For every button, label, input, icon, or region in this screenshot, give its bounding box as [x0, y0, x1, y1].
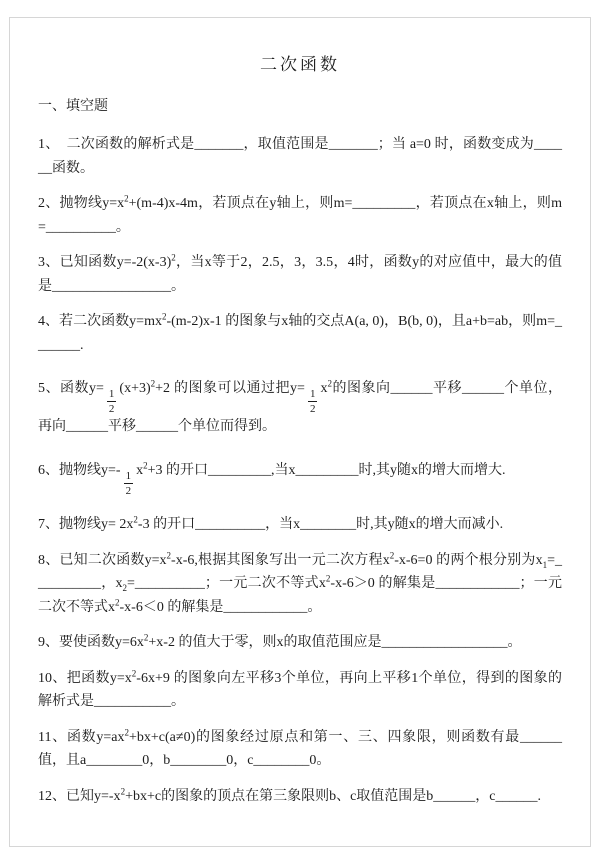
- problem-11: 11、函数$y=ax^2+bx+c(a\ne 0)$的图象经过原点和第一、三、四象限，则函数有最______值，且a________0，b________0，c________0。: [38, 727, 562, 769]
- problem-8: 8、已知二次函数$y=x^2-x-6$,根据其图象写出一元二次方程$x^2-x-6=0$ 的两个根分别为$x_1=\_\_\_\_\_\_\_\_\_\_$，$x_2=\_\_\_\_\_\_\_\_\_\_$；一元二次不等式$x^2-x-6>0$ 的解集是____________；一元二次不等式$x^2-x-6<0$ 的解集是____________。: [38, 550, 563, 615]
- problem-5: 5、函数y= $\frac{1}{2}$ $(x+3)^2+2$ 的图象可以通过把y= $\frac{1}{2}$ $x^2$的图象向______平移______个单位，再向______平移______个单位而得到。: [38, 378, 562, 435]
- superscript: 2: [124, 193, 129, 204]
- problem-6: 6、抛物线y=- $\frac{1}{2}$ $x^2+3$ 的开口_________,当x_________时,其y随x的增大而增大.: [38, 460, 506, 497]
- superscript: 2: [143, 460, 148, 471]
- fraction: [107, 388, 117, 415]
- problem-3: 3、已知函数$y=-2(x-3)^2$，当x等于2，2.5，3，3.5，4时，函数y的对应值中，最大的值是_________________。: [38, 252, 562, 294]
- superscript: 2: [327, 378, 332, 389]
- superscript: 2: [171, 252, 176, 263]
- problem-12: 12、已知$y=-x^2+bx+c$的图象的顶点在第三象限则b、c取值范围是b______，c______.: [38, 786, 541, 804]
- superscript: 2: [115, 597, 120, 608]
- fraction: [124, 470, 134, 497]
- problem-1: 1、 二次函数的解析式是_______，取值范围是_______；当 a=0 时，函数变成为______函数。: [38, 137, 562, 176]
- fraction: [308, 388, 318, 415]
- superscript: 2: [166, 550, 172, 561]
- problem-10: 10、把函数$y=x^2-6x+9$ 的图象向左平移3个单位，再向上平移1个单位，得到的图象的解析式是___________。: [38, 668, 562, 710]
- fraction-denominator: 2: [309, 402, 316, 415]
- superscript: 2: [150, 378, 156, 389]
- subscript: 2: [122, 583, 128, 594]
- fraction-numerator: 1: [125, 469, 132, 482]
- superscript: 2: [161, 311, 167, 322]
- fraction-numerator: 1: [108, 388, 115, 401]
- problem-9: 9、要使函数$y=6x^2+x-2$ 的值大于零，则x的取值范围应是__________________。: [38, 632, 522, 651]
- problem-2: 2、抛物线$y=x^2+(m-4)x-4m$，若顶点在y轴上，则m=_________，若顶点在x轴上，则m=__________。: [38, 193, 562, 235]
- problem-4: 4、若二次函数$y=mx^2-(m-2)x-1$ 的图象与x轴的交点A(a, 0)，B(b, 0)，且a+b=ab，则m=_______.: [38, 311, 562, 353]
- superscript: 2: [143, 632, 149, 643]
- superscript: 2: [124, 727, 130, 738]
- superscript: 2: [131, 668, 137, 679]
- superscript: 2: [133, 514, 138, 525]
- fraction-denominator: 2: [108, 402, 115, 415]
- problem-7: 7、抛物线$y= 2x^2-3$ 的开口__________，当x________时,其y随x的增大而减小.: [38, 514, 504, 533]
- superscript: 2: [325, 573, 331, 584]
- page-title: 二次函数: [260, 55, 340, 74]
- subscript: 1: [542, 559, 548, 570]
- fraction-denominator: 2: [125, 484, 132, 497]
- section-heading: 一、填空题: [38, 99, 108, 114]
- superscript: 2: [120, 786, 126, 797]
- fraction-numerator: 1: [309, 388, 316, 401]
- superscript: 2: [389, 550, 395, 561]
